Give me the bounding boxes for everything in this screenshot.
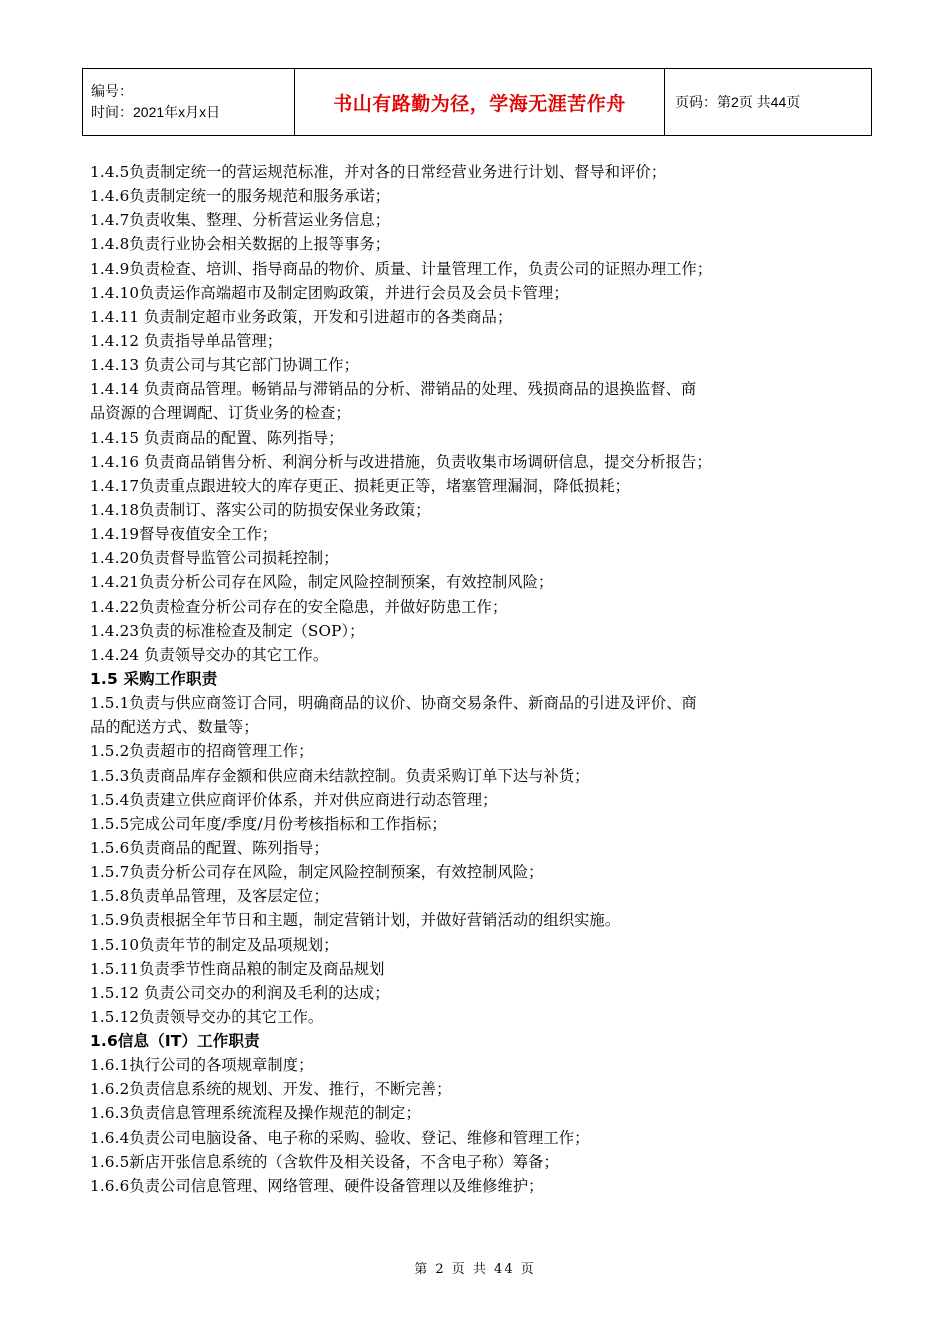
page-footer: 第 2 页 共 44 页 xyxy=(414,1262,536,1277)
body-text-line: 1.5.7负责分析公司存在风险，制定风险控制预案，有效控制风险； xyxy=(90,863,544,882)
body-text-line: 1.4.16 负责商品销售分析、利润分析与改进措施，负责收集市场调研信息，提交分析报告； xyxy=(90,452,712,471)
header-page-info: 页码：第2页 共44页 xyxy=(665,69,872,136)
body-text-line: 1.6.2负责信息系统的规划、开发、推行，不断完善； xyxy=(90,1080,452,1099)
body-text-line: 1.5.8负责单品管理，及客层定位； xyxy=(90,887,329,906)
body-text-line: 1.6.6负责公司信息管理、网络管理、硬件设备管理以及维修维护； xyxy=(90,1176,544,1195)
body-text-line: 1.4.24 负责领导交办的其它工作。 xyxy=(90,645,329,664)
body-text-line: 1.5.4负责建立供应商评价体系，并对供应商进行动态管理； xyxy=(90,790,498,809)
body-text-line: 1.4.8负责行业协会相关数据的上报等事务； xyxy=(90,235,391,254)
section-heading: 1.5 采购工作职责 xyxy=(90,669,218,688)
body-text-line: 1.4.17负责重点跟进较大的库存更正、损耗更正等，堵塞管理漏洞，降低损耗； xyxy=(90,476,631,495)
section-heading: 1.6信息（IT）工作职责 xyxy=(90,1032,260,1051)
body-text-line: 1.5.1负责与供应商签订合同，明确商品的议价、协商交易条件、新商品的引进及评价、商 xyxy=(90,694,697,713)
body-text-line: 1.4.23负责的标准检查及制定（SOP）； xyxy=(90,621,365,640)
body-text-line: 1.4.9负责检查、培训、指导商品的物价、质量、计量管理工作，负责公司的证照办理工作； xyxy=(90,259,713,278)
document-body xyxy=(90,160,870,1198)
body-text-line: 1.4.14 负责商品管理。畅销品与滞销品的分析、滞销品的处理、残损商品的退换监督、商 xyxy=(90,380,697,399)
body-text-line: 1.4.19督导夜值安全工作； xyxy=(90,525,278,544)
body-text-line: 1.5.9负责根据全年节日和主题，制定营销计划，并做好营销活动的组织实施。 xyxy=(90,911,621,930)
header-meta-cell xyxy=(83,69,295,136)
body-text-line: 1.6.1执行公司的各项规章制度； xyxy=(90,1056,314,1075)
body-text-line: 1.5.11负责季节性商品粮的制定及商品规划 xyxy=(90,959,385,978)
body-text-line: 1.6.3负责信息管理系统流程及操作规范的制定； xyxy=(90,1104,421,1123)
body-text-line: 1.6.5新店开张信息系统的（含软件及相关设备，不含电子称）筹备； xyxy=(90,1152,559,1171)
body-text-line: 1.4.11 负责制定超市业务政策，开发和引进超市的各类商品； xyxy=(90,307,513,326)
body-text-line: 品资源的合理调配、订货业务的检查； xyxy=(90,404,351,423)
body-text-line: 1.5.6负责商品的配置、陈列指导； xyxy=(90,838,329,857)
body-text-line: 1.4.22负责检查分析公司存在的安全隐患，并做好防患工作； xyxy=(90,597,508,616)
body-text-line: 1.5.2负责超市的招商管理工作； xyxy=(90,742,314,761)
body-text-line: 1.4.15 负责商品的配置、陈列指导； xyxy=(90,428,344,447)
body-text-line: 1.4.5负责制定统一的营运规范标准，并对各的日常经营业务进行计划、督导和评价； xyxy=(90,163,667,181)
document-date-label: 时间：2021年x月x日 xyxy=(91,104,221,120)
body-text-line: 1.4.21负责分析公司存在风险，制定风险控制预案，有效控制风险； xyxy=(90,573,554,592)
body-text-line: 1.4.12 负责指导单品管理； xyxy=(90,331,283,350)
body-text-line: 1.4.10负责运作高端超市及制定团购政策，并进行会员及会员卡管理； xyxy=(90,283,569,302)
header-motto: 书山有路勤为径，学海无涯苦作舟 xyxy=(295,69,665,136)
body-text-line: 1.5.3负责商品库存金额和供应商未结款控制。负责采购订单下达与补货； xyxy=(90,766,590,785)
body-text-line: 1.5.12负责领导交办的其它工作。 xyxy=(90,1007,324,1026)
body-text-line: 1.6.4负责公司电脑设备、电子称的采购、验收、登记、维修和管理工作； xyxy=(90,1128,590,1147)
body-text-line: 1.4.13 负责公司与其它部门协调工作； xyxy=(90,356,359,375)
body-text-line: 1.5.10负责年节的制定及品项规划； xyxy=(90,935,339,954)
body-text-line: 1.4.18负责制订、落实公司的防损安保业务政策； xyxy=(90,500,431,519)
body-text-line: 1.5.12 负责公司交办的利润及毛利的达成； xyxy=(90,983,390,1002)
body-text-line: 1.5.5完成公司年度/季度/月份考核指标和工作指标； xyxy=(90,814,447,833)
body-text-line: 1.4.20负责督导监管公司损耗控制； xyxy=(90,549,339,568)
body-text-line: 品的配送方式、数量等； xyxy=(90,718,259,737)
body-text-line: 1.4.7负责收集、整理、分析营运业务信息； xyxy=(90,211,391,230)
document-header xyxy=(82,68,872,136)
body-text-line: 1.4.6负责制定统一的服务规范和服务承诺； xyxy=(90,187,391,206)
document-number-label: 编号： xyxy=(91,83,133,99)
